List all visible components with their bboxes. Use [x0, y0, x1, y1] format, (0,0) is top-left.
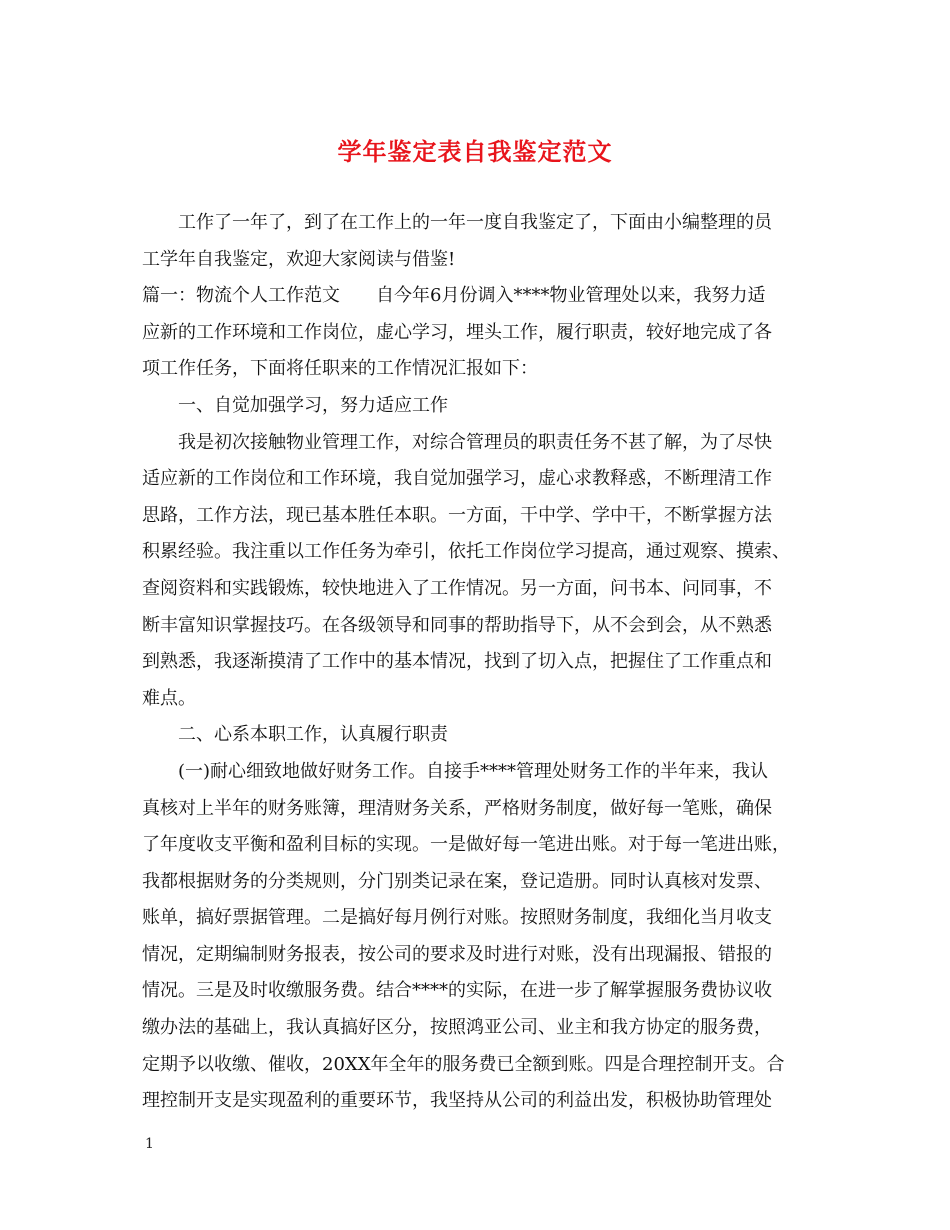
body-line: 篇一：物流个人工作范文 自今年6月份调入****物业管理处以来，我努力适 [142, 285, 766, 307]
body-line: 真核对上半年的财务账簿，理清财务关系，严格财务制度，做好每一笔账，确保 [142, 797, 772, 819]
body-line: 情况。三是及时收缴服务费。结合****的实际，在进一步了解掌握服务费协议收 [142, 980, 772, 1002]
body-line: 二、心系本职工作，认真履行职责 [142, 724, 448, 746]
document-body [142, 205, 822, 1120]
body-line: 账单，搞好票据管理。二是搞好每月例行对账。按照财务制度，我细化当月收支 [142, 907, 772, 929]
body-line: 情况，定期编制财务报表，按公司的要求及时进行对账，没有出现漏报、错报的 [142, 943, 772, 965]
body-line: 理控制开支是实现盈利的重要环节，我坚持从公司的利益出发，积极协助管理处 [142, 1090, 772, 1112]
body-line: 应新的工作环境和工作岗位，虚心学习，埋头工作，履行职责，较好地完成了各 [142, 321, 772, 343]
body-line: 工学年自我鉴定，欢迎大家阅读与借鉴! [142, 248, 456, 270]
body-line: 项工作任务，下面将任职来的工作情况汇报如下： [142, 358, 538, 380]
body-line: 适应新的工作岗位和工作环境，我自觉加强学习，虚心求教释惑，不断理清工作 [142, 468, 772, 490]
body-line: 到熟悉，我逐渐摸清了工作中的基本情况，找到了切入点，把握住了工作重点和 [142, 651, 772, 673]
body-line: 我都根据财务的分类规则，分门别类记录在案，登记造册。同时认真核对发票、 [142, 870, 772, 892]
body-line: 思路，工作方法，现已基本胜任本职。一方面，干中学、学中干，不断掌握方法 [142, 504, 772, 526]
body-line: 查阅资料和实践锻炼，较快地进入了工作情况。另一方面，问书本、问同事，不 [142, 577, 772, 599]
body-line: 了年度收支平衡和盈利目标的实现。一是做好每一笔进出账。对于每一笔进出账， [142, 834, 790, 856]
body-line: 难点。 [142, 687, 196, 709]
body-line: 工作了一年了，到了在工作上的一年一度自我鉴定了，下面由小编整理的员 [142, 212, 772, 233]
document-title: 学年鉴定表自我鉴定范文 [337, 137, 613, 166]
body-line: 积累经验。我注重以工作任务为牵引，依托工作岗位学习提高，通过观察、摸索、 [142, 541, 790, 563]
body-line: 断丰富知识掌握技巧。在各级领导和同事的帮助指导下，从不会到会，从不熟悉 [142, 614, 772, 636]
body-line: 缴办法的基础上，我认真搞好区分，按照鸿亚公司、业主和我方协定的服务费， [142, 1017, 772, 1039]
body-line: 我是初次接触物业管理工作，对综合管理员的职责任务不甚了解，为了尽快 [142, 431, 772, 453]
page-number: 1 [145, 1136, 154, 1152]
body-line: 一、自觉加强学习，努力适应工作 [142, 394, 448, 416]
body-line: 定期予以收缴、催收，20XX年全年的服务费已全额到账。四是合理控制开支。合 [142, 1053, 785, 1075]
body-line: (一)耐心细致地做好财务工作。自接手****管理处财务工作的半年来，我认 [142, 760, 769, 782]
